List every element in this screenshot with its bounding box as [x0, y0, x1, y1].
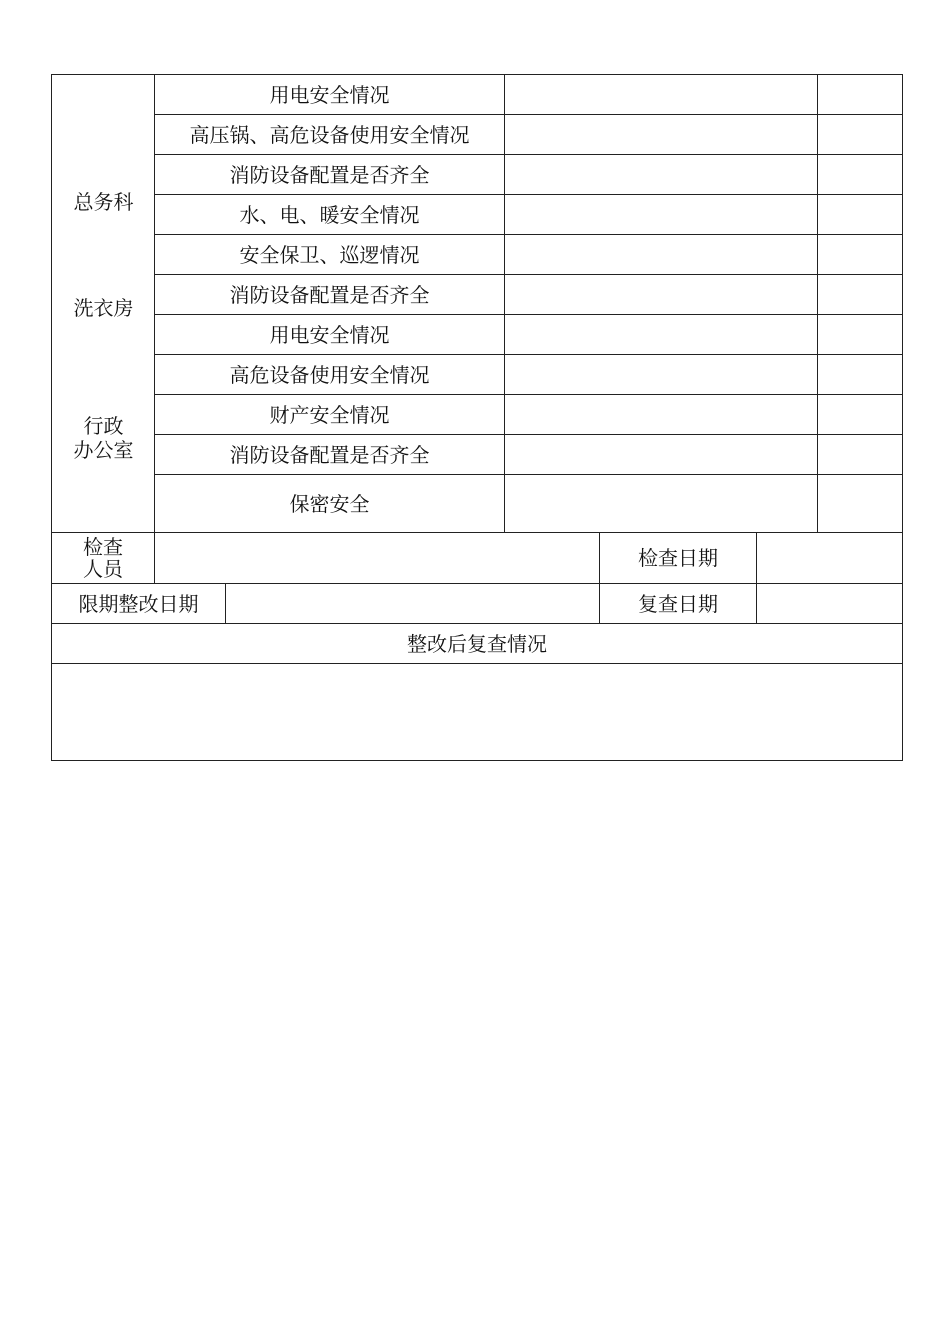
result-cell[interactable] [504, 434, 818, 475]
check-item-label: 安全保卫、巡逻情况 [239, 242, 420, 267]
department-label-line: 总务科 [73, 190, 134, 214]
remark-cell[interactable] [817, 114, 903, 155]
check-item-label: 消防设备配置是否齐全 [229, 282, 430, 307]
deadline-label: 限期整改日期 [78, 591, 199, 616]
check-item-cell [154, 394, 505, 435]
check-item-label: 保密安全 [289, 491, 370, 516]
result-cell[interactable] [504, 234, 818, 275]
inspection-date-value-cell[interactable] [756, 532, 903, 584]
result-cell[interactable] [504, 274, 818, 315]
department-label-line: 行政 [83, 414, 124, 438]
inspection-date-label-cell [599, 532, 757, 584]
department-label-line: 洗衣房 [73, 296, 134, 320]
remark-cell[interactable] [817, 274, 903, 315]
recheck-date-value-cell[interactable] [756, 583, 903, 624]
check-item-label: 高危设备使用安全情况 [229, 362, 430, 387]
check-item-cell [154, 154, 505, 195]
inspector-label-line: 检查 [83, 535, 123, 559]
check-item-label: 消防设备配置是否齐全 [229, 442, 430, 467]
remark-cell[interactable] [817, 154, 903, 195]
recheck-date-label: 复查日期 [638, 591, 718, 616]
check-item-cell [154, 194, 505, 235]
remark-cell[interactable] [817, 434, 903, 475]
deadline-value-cell[interactable] [225, 583, 600, 624]
remark-cell[interactable] [817, 474, 903, 533]
remark-cell[interactable] [817, 394, 903, 435]
result-cell[interactable] [504, 354, 818, 395]
remark-cell[interactable] [817, 194, 903, 235]
check-item-cell [154, 434, 505, 475]
result-cell[interactable] [504, 474, 818, 533]
check-item-cell [154, 114, 505, 155]
post-rectification-content-cell[interactable] [51, 663, 903, 761]
remark-cell[interactable] [817, 354, 903, 395]
check-item-cell [154, 274, 505, 315]
check-item-label: 财产安全情况 [269, 402, 390, 427]
inspector-label-line: 人员 [83, 557, 123, 581]
post-rectification-heading-cell [51, 623, 903, 664]
department-label-line: 办公室 [73, 438, 134, 462]
result-cell[interactable] [504, 74, 818, 115]
check-item-cell [154, 474, 505, 533]
post-rectification-heading: 整改后复查情况 [407, 631, 547, 656]
result-cell[interactable] [504, 114, 818, 155]
department-label-laundry [52, 296, 155, 320]
check-item-label: 消防设备配置是否齐全 [229, 162, 430, 187]
check-item-label: 用电安全情况 [269, 82, 390, 107]
check-item-cell [154, 314, 505, 355]
inspector-label-cell [51, 532, 155, 584]
result-cell[interactable] [504, 314, 818, 355]
deadline-label-cell [51, 583, 226, 624]
remark-cell[interactable] [817, 74, 903, 115]
check-item-label: 高压锅、高危设备使用安全情况 [189, 122, 470, 147]
result-cell[interactable] [504, 154, 818, 195]
result-cell[interactable] [504, 394, 818, 435]
remark-cell[interactable] [817, 234, 903, 275]
check-item-cell [154, 74, 505, 115]
check-item-cell [154, 234, 505, 275]
remark-cell[interactable] [817, 314, 903, 355]
check-item-label: 用电安全情况 [269, 322, 390, 347]
check-item-cell [154, 354, 505, 395]
inspection-date-label: 检查日期 [638, 546, 718, 570]
department-label-admin-office [52, 414, 155, 462]
department-label-general-affairs [52, 190, 155, 214]
recheck-date-label-cell [599, 583, 757, 624]
check-item-label: 水、电、暖安全情况 [239, 202, 420, 227]
inspector-value-cell[interactable] [154, 532, 600, 584]
result-cell[interactable] [504, 194, 818, 235]
